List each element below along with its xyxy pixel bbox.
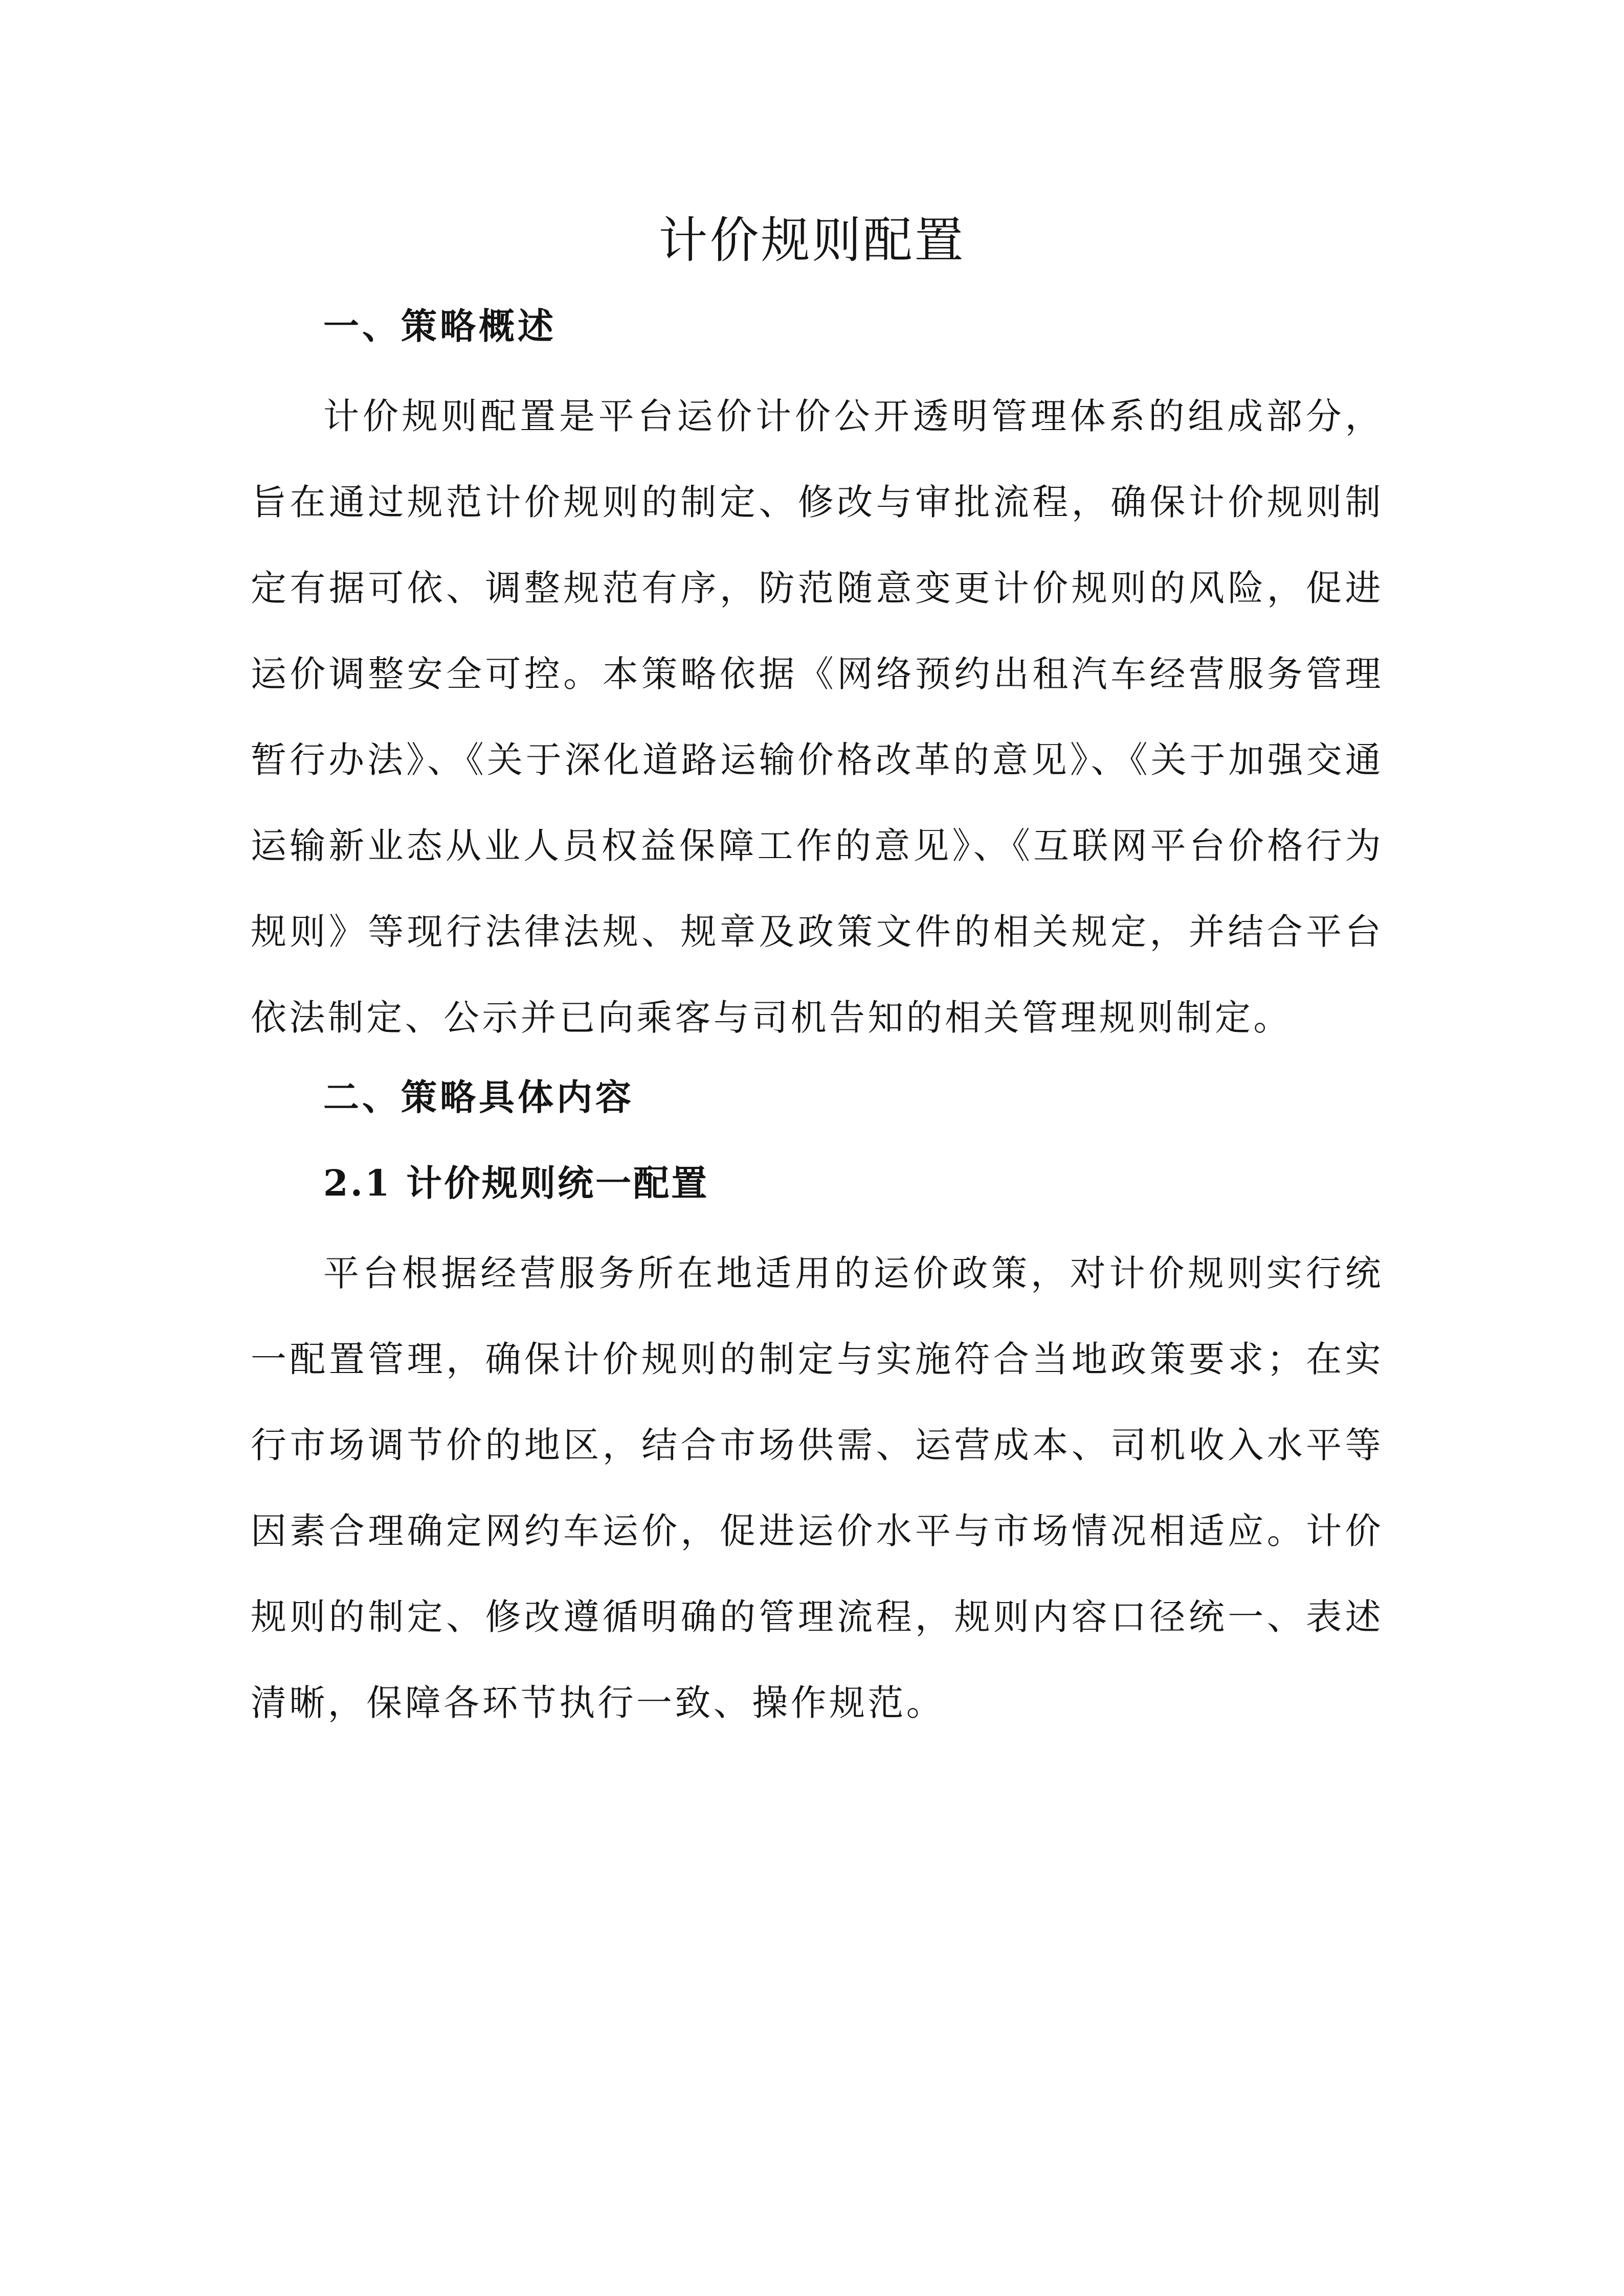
document-title: 计价规则配置 [658, 212, 966, 269]
unified-config-paragraph: 平台根据经营服务所在地适用的运价政策，对计价规则实行统一配置管理，确保计价规则的制定与实施符合当地政策要求；在实行市场调节价的地区，结合市场供需、运营成本、司机收入水平等因素合理确定网约车运价，促进运价水平与市场情况相适应。计价规则的制定、修改遵循明确的管理流程，规则内容口径统一、表述清晰，保障各环节执行一致、操作规范。 [251, 1252, 1384, 1724]
section-heading-details: 二、策略具体内容 [323, 1076, 634, 1118]
overview-paragraph: 计价规则配置是平台运价计价公开透明管理体系的组成部分，旨在通过规范计价规则的制定、修改与审批流程，确保计价规则制定有据可依、调整规范有序，防范随意变更计价规则的风险，促进运价调整安全可控。本策略依据《网络预约出租汽车经营服务管理暂行办法》、《关于深化道路运输价格改革的意见》、《关于加强交通运输新业态从业人员权益保障工作的意见》、《互联网平台价格行为规则》等现行法律法规、规章及政策文件的相关规定，并结合平台依法制定、公示并已向乘客与司机告知的相关管理规则制定。 [251, 395, 1384, 1039]
section-heading-overview: 一、策略概述 [323, 305, 557, 347]
subsection-heading-unified-config: 2.1 计价规则统一配置 [323, 1162, 709, 1204]
